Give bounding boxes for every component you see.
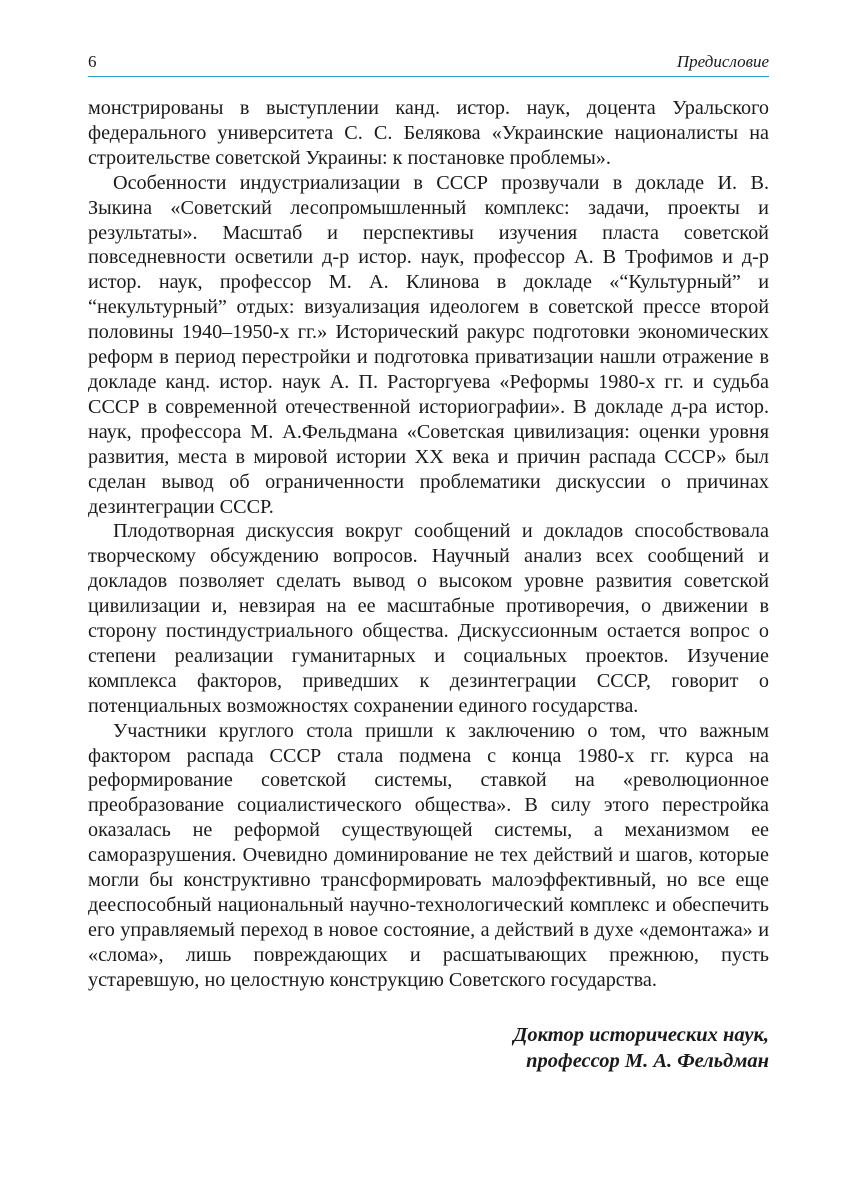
paragraph: монстрированы в выступлении канд. истор. наук, доцента Уральского федерального университета С. С. Белякова «Украинские националисты на строительстве советской Украины: к постановке проблемы».	[88, 97, 769, 169]
signature-title: Доктор исторических наук,	[513, 1024, 769, 1046]
paragraph: Участники круглого стола пришли к заключению о том, что важным фактором распада СССР стала подмена с конца 1980-х гг. курса на реформирование советской системы, ставкой на «революционное преобразование социалистического общества». В силу этого перестройка оказалась не реформой существующей системы, а механизмом ее саморазрушения. Очевидно доминирование не тех действий и шагов, которые могли бы конструктивно трансформировать малоэффективный, но все еще дееспособный национальный научно-технологический комплекс и обеспечить его управляемый переход в новое состояние, а действий в духе «демонтажа» и «слома», лишь повреждающих и расшатывающих прежнюю, пусть устаревшую, но целостную конструкцию Советского государства.	[88, 719, 769, 991]
signature-name: профессор М. А. Фельдман	[526, 1050, 769, 1072]
body-text	[88, 96, 769, 993]
running-title: Предисловие	[676, 52, 769, 71]
page-header	[88, 50, 769, 77]
paragraph: Особенности индустриализации в СССР прозвучали в докладе И. В. Зыкина «Советский лесопромышленный комплекс: задачи, проекты и результаты». Масштаб и перспективы изучения пласта советской повседневности осветили д-р истор. наук, профессор А. В Трофимов и д-р истор. наук, профессор М. А. Клинова в докладе «“Культурный” и “некультурный” отдых: визуализация идеологем в советской прессе второй половины 1940–1950-х гг.» Исторический ракурс подготовки экономических реформ в период перестройки и подготовка приватизации нашли отражение в докладе канд. истор. наук А. П. Расторгуева «Реформы 1980-х гг. и судьба СССР в современной отечественной историографии». В докладе д-ра истор. наук, профессора М. А.Фельдмана «Советская цивилизация: оценки уровня развития, места в мировой истории XX века и причин распада СССР» был сделан вывод об ограниченности проблематики дискуссии о причинах дезинтеграции СССР.	[88, 171, 769, 518]
paragraph: Плодотворная дискуссия вокруг сообщений и докладов способствовала творческому обсуждению вопросов. Научный анализ всех сообщений и докладов позволяет сделать вывод о высоком уровне развития советской цивилизации и, невзирая на ее масштабные противоречия, о движении в сторону постиндустриального общества. Дискуссионным остается вопрос о степени реализации гуманитарных и социальных проектов. Изучение комплекса факторов, приведших к дезинтеграции СССР, говорит о потенциальных возможностях сохранении единого государства.	[88, 520, 769, 717]
signature	[269, 1022, 769, 1074]
page-number: 6	[88, 52, 97, 71]
